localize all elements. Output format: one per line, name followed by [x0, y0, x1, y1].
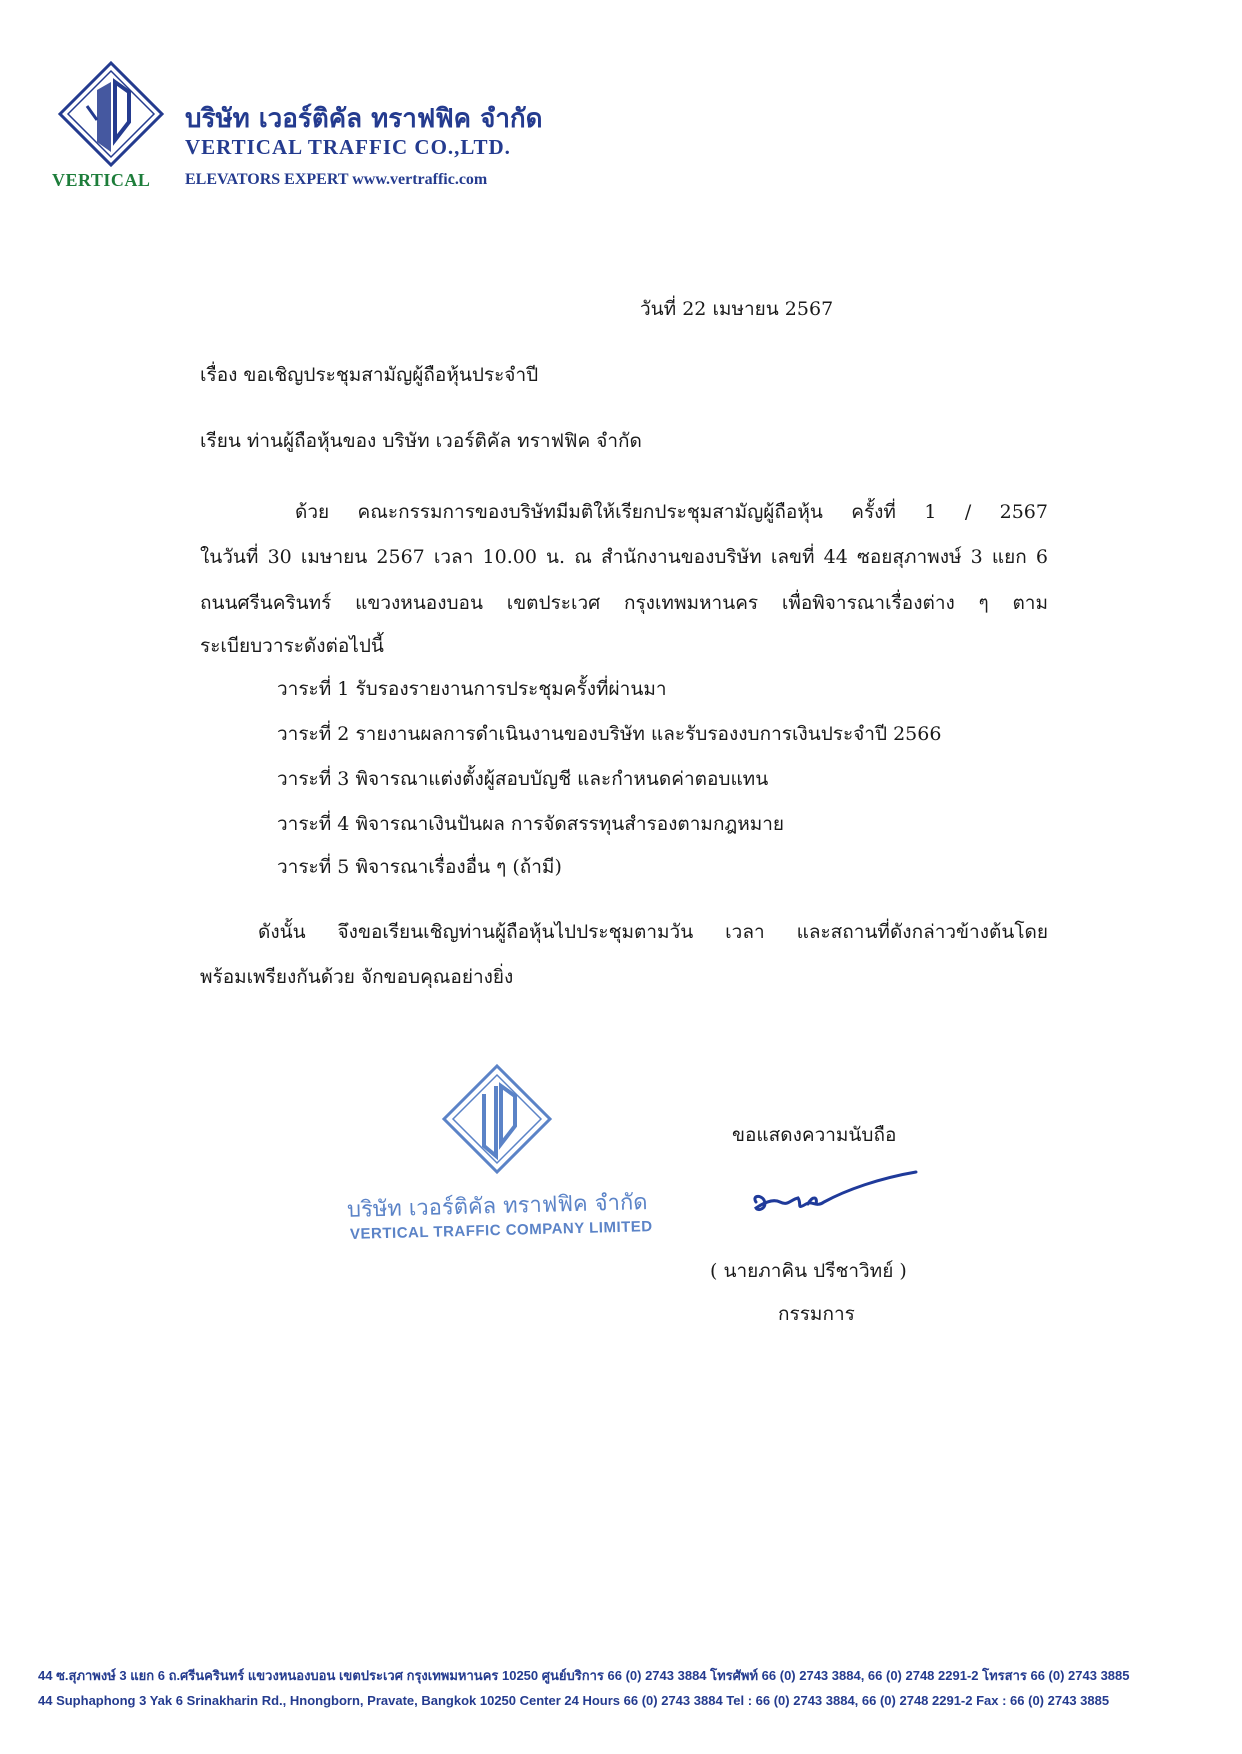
agenda-item: วาระที่ 5 พิจารณาเรื่องอื่น ๆ (ถ้ามี)	[277, 856, 562, 878]
paragraph-line: ด้วย คณะกรรมการของบริษัทมีมติให้เรียกประชุมสามัญผู้ถือหุ้น ครั้งที่ 1 / 2567	[295, 501, 1048, 523]
agenda-item: วาระที่ 2 รายงานผลการดำเนินงานของบริษัท และรับรองงบการเงินประจำปี 2566	[277, 723, 942, 745]
closing-line: พร้อมเพรียงกันด้วย จักขอบคุณอย่างยิ่ง	[200, 966, 514, 988]
letter-date: วันที่ 22 เมษายน 2567	[640, 298, 834, 320]
agenda-item: วาระที่ 4 พิจารณาเงินปันผล การจัดสรรทุนสำรองตามกฎหมาย	[277, 813, 785, 835]
stamp-company-thai: บริษัท เวอร์ติคัล ทราฟฟิค จำกัด	[346, 1190, 648, 1223]
company-seal-icon	[440, 1062, 554, 1176]
stamp-company-english: VERTICAL TRAFFIC COMPANY LIMITED	[349, 1218, 653, 1243]
logo-wordmark: VERTICAL	[52, 170, 151, 190]
letter-salutation: เรียน ท่านผู้ถือหุ้นของ บริษัท เวอร์ติคัล ทราฟฟิค จำกัด	[200, 430, 642, 452]
paragraph-line: ระเบียบวาระดังต่อไปนี้	[200, 635, 384, 657]
signer-name: ( นายภาคิน ปรีชาวิทย์ )	[710, 1260, 907, 1282]
paragraph-line: ในวันที่ 30 เมษายน 2567 เวลา 10.00 น. ณ สำนักงานของบริษัท เลขที่ 44 ซอยสุภาพงษ์ 3 แยก 6	[200, 546, 1048, 568]
signer-position: กรรมการ	[778, 1303, 855, 1325]
company-logo-icon	[57, 60, 165, 168]
agenda-item: วาระที่ 1 รับรองรายงานการประชุมครั้งที่ผ่านมา	[277, 678, 667, 700]
agenda-item: วาระที่ 3 พิจารณาแต่งตั้งผู้สอบบัญชี และกำหนดค่าตอบแทน	[277, 768, 769, 790]
paragraph-line: ถนนศรีนครินทร์ แขวงหนองบอน เขตประเวศ กรุงเทพมหานคร เพื่อพิจารณาเรื่องต่าง ๆ ตาม	[200, 592, 1048, 614]
company-tagline: ELEVATORS EXPERT www.vertraffic.com	[185, 171, 488, 188]
footer-address-english: 44 Suphaphong 3 Yak 6 Srinakharin Rd., Hnongborn, Pravate, Bangkok 10250 Center 24 Hours 66 (0) 2743 3884 Tel : 66 (0) 2743 3884, 66 (0) 2748 2291-2 Fax : 66 (0) 2743 3885	[38, 1693, 1110, 1708]
footer-address-thai: 44 ซ.สุภาพงษ์ 3 แยก 6 ถ.ศรีนครินทร์ แขวงหนองบอน เขตประเวศ กรุงเทพมหานคร 10250 ศูนย์บริการ 66 (0) 2743 3884 โทรศัพท์ 66 (0) 2743 3884, 66 (0) 2748 2291-2 โทรสาร 66 (0) 2743 3885	[38, 1668, 1130, 1683]
company-name-thai: บริษัท เวอร์ติคัล ทราฟฟิค จำกัด	[185, 104, 543, 134]
handwritten-signature	[750, 1168, 920, 1223]
letter-subject: เรื่อง ขอเชิญประชุมสามัญผู้ถือหุ้นประจำปี	[200, 364, 539, 386]
closing-line: ดังนั้น จึงขอเรียนเชิญท่านผู้ถือหุ้นไปประชุมตามวัน เวลา และสถานที่ดังกล่าวข้างต้นโดย	[258, 921, 1048, 943]
closing-regards: ขอแสดงความนับถือ	[732, 1124, 897, 1146]
company-name-english: VERTICAL TRAFFIC CO.,LTD.	[185, 135, 511, 159]
